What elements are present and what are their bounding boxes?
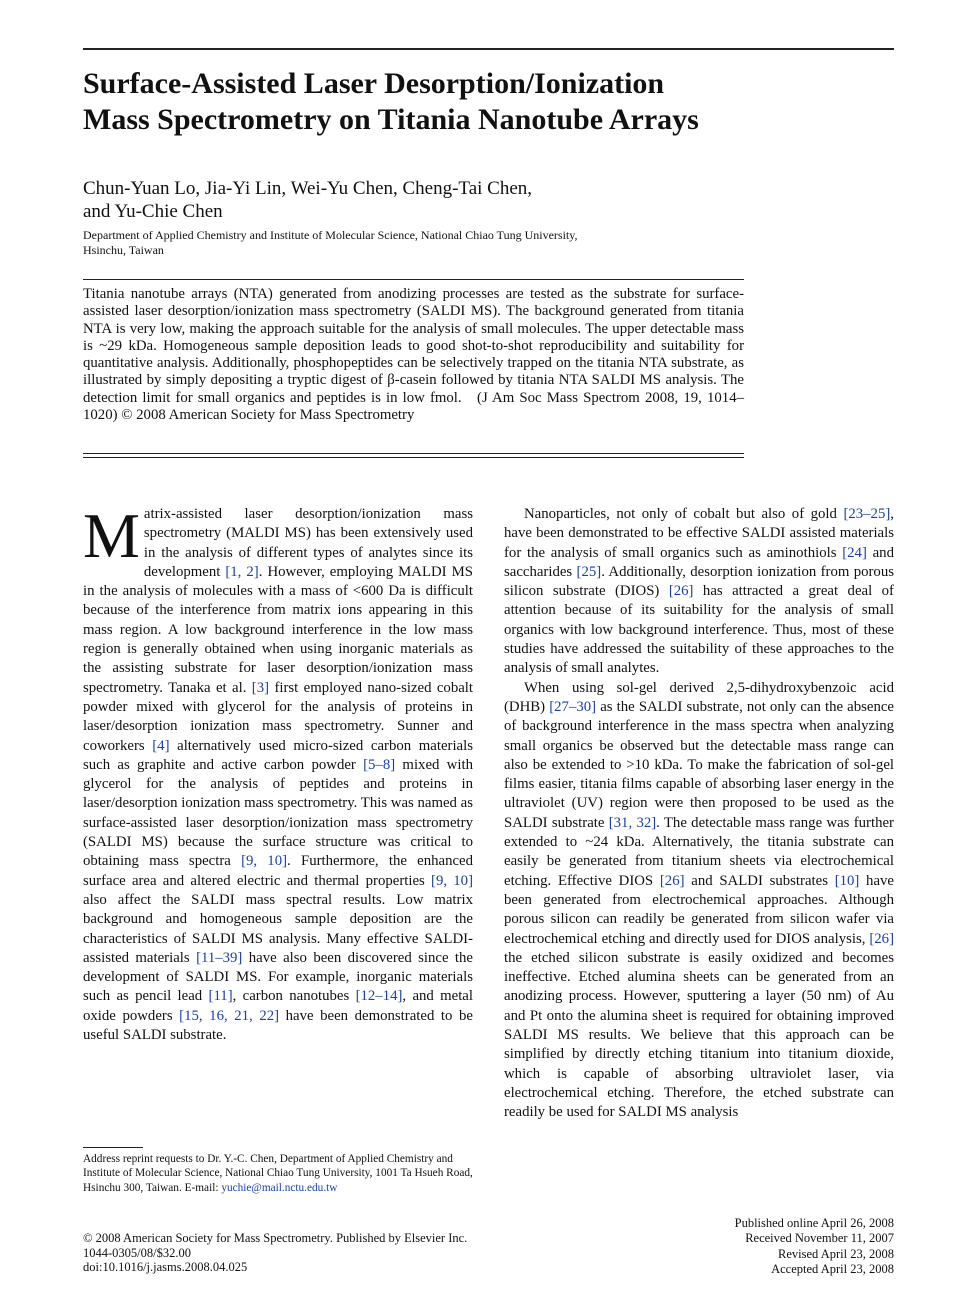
text-segment: mixed with glycerol for the analysis of peptides and proteins in laser/desorption ionization mass spectrometry. This was named as surface-assisted laser desorption/ionization mass spectrometry (SALDI MS) because the surface structure was critical to obtaining mass spectra [83,756,473,870]
reference-link[interactable]: [27–30] [549,698,597,715]
text-segment: first employed nano-sized cobalt powder mixed with glycerol for the analysis of proteins in laser/desorption ionization mass spectrometry. Sunner and coworkers [83,679,474,754]
text-segment: have been demonstrated to be useful SALDI substrate. [83,1007,473,1044]
drop-cap: M [83,500,140,571]
reference-link[interactable]: [31, 32] [608,814,657,831]
text-segment: When using sol-gel derived 2,5-dihydroxybenzoic acid (DHB) [504,679,894,715]
reference-link[interactable]: [26] [668,583,694,600]
reference-link[interactable]: [12–14] [355,988,403,1005]
text-segment: the etched silicon substrate is easily oxidized and becomes ineffective. Etched alumina sheets can be generated from an anodizing process. However, sputtering a layer (50 nm) of Au and Pt onto the alumina sheet is required for obtaining improved SALDI MS results. We believe that this approach can be simplified by directly etching titanium into titanium dioxide, which is capable of absorbing ultraviolet laser, via electrochemical etching. Therefore, the etched substrate can readily be used for SALDI MS analysis [504,949,894,1121]
authors-line-2: and Yu-Chie Chen [83,201,223,222]
author-list [83,177,783,223]
affiliation-line-1: Department of Applied Chemistry and Institute of Molecular Science, National Chiao Tung University, [83,228,578,242]
reference-link[interactable]: [1, 2] [225,563,259,580]
text-segment: have also been discovered since the development of SALDI MS. For example, inorganic materials such as pencil lead [83,949,474,1005]
reference-link[interactable]: [9, 10] [241,853,288,870]
reference-link[interactable]: [4] [152,737,170,754]
abstract-bottom-rule-1 [83,453,744,454]
text-segment: also affect the SALDI mass spectral results. Low matrix background and homogeneous sample deposition are the characteristics of SALDI MS analysis. Many effective SALDI-assisted materials [83,891,473,966]
text-segment: Nanoparticles, not only of cobalt but also of gold [524,506,844,522]
reference-link[interactable]: [3] [251,679,270,696]
revised-date: Revised April 23, 2008 [778,1246,894,1261]
reference-link[interactable]: [10] [834,872,860,889]
text-segment: and SALDI substrates [684,872,835,889]
footnote-rule [83,1147,143,1148]
copyright-line: © 2008 American Society for Mass Spectrometry. Published by Elsevier Inc. [83,1231,468,1245]
reference-link[interactable]: [15, 16, 21, 22] [179,1007,280,1024]
correspondence-footnote [83,1152,475,1195]
publisher-info [83,1231,583,1275]
affiliation [83,228,743,258]
publication-dates [634,1216,894,1277]
paragraph-intro [83,500,474,1045]
beta-symbol: β [387,372,395,389]
journal-citation: (J Am Soc Mass Spectrom 2008, 19, 1014–1020) © 2008 American Society for Mass Spectrometry [83,389,744,424]
paragraph-nanoparticles [504,505,894,679]
abstract-text-1: Titania nanotube arrays (NTA) generated from anodizing processes are tested as the substrate for surface-assisted laser desorption/ionization mass spectrometry (SALDI MS). The background generated from titania NTA is very low, making the approach suitable for the analysis of small molecules. The upper detectable mass is ~29 kDa. Homogeneous sample deposition leads to good shot-to-shot reproducibility and suitability for quantitative analysis. Additionally, phosphopeptides can be selectively trapped on the titania NTA substrate, as illustrated by simply depositing a tryptic digest of [83,286,744,389]
text-segment: has attracted a great deal of attention because of its suitability for the analysis of small organics with low background interference. Thus, most of these studies have addressed the suitability of these approaches to the analysis of small analytes. [504,583,894,677]
published-date: Published online April 26, 2008 [734,1216,894,1230]
text-segment: alternatively used micro-sized carbon materials such as graphite and active carbon powder [83,737,473,773]
abstract-bottom-rule-2 [83,457,744,458]
text-segment: , carbon nanotubes [232,988,356,1005]
abstract [83,286,744,424]
reference-link[interactable]: [26] [659,872,685,889]
email-link[interactable]: yuchie@mail.nctu.edu.tw [221,1181,338,1194]
accepted-date: Accepted April 23, 2008 [771,1261,894,1276]
text-segment: . Additionally, desorption ionization from porous silicon substrate (DIOS) [504,563,894,600]
text-segment: have been generated from electrochemical approaches. Although porous silicon can readily be generated from silicon wafer via electrochemical etching and directly used for DIOS analysis, [504,872,894,947]
issn-line: 1044-0305/08/$32.00 [83,1245,191,1260]
reference-link[interactable]: [11–39] [196,949,243,966]
received-date: Received November 11, 2007 [745,1231,894,1246]
text-segment: as the SALDI substrate, not only can the absence of background interference in the mass spectra when analyzing small organics be observed but the detectable mass range can also be extended to >10 kDa. To make the fabrication of sol-gel films easier, titania films capable of absorbing laser energy in the ultraviolet (UV) region were then proposed to be used as the SALDI substrate [504,698,895,831]
doi-line: doi:10.1016/j.jasms.2008.04.025 [83,1260,248,1274]
reference-link[interactable]: [23–25] [843,506,891,522]
body-column-right [504,505,894,1123]
text-segment: . The detectable mass range was further extended to ~24 kDa. Alternatively, the titania substrate can easily be generated from titanium sheets via electrochemical etching. Effective DIOS [504,814,894,889]
abstract-text-2: -casein followed by titania NTA SALDI MS analysis. The detection limit for small organics and peptides is in low fmol. [83,372,744,406]
title-line-1: Surface-Assisted Laser Desorption/Ionization [83,67,665,100]
top-rule [83,48,894,50]
affiliation-line-2: Hsinchu, Taiwan [83,243,164,257]
reference-link[interactable]: [5–8] [363,756,396,773]
authors-line-1: Chun-Yuan Lo, Jia-Yi Lin, Wei-Yu Chen, Cheng-Tai Chen, [83,178,533,199]
reference-link[interactable]: [24] [842,544,867,561]
text-segment: , have been demonstrated to be effective SALDI assisted materials for the analysis of small organics such as aminothiols [504,506,894,561]
body-column-left [83,500,474,1045]
reference-link[interactable]: [11] [208,988,233,1005]
text-segment: atrix-assisted laser desorption/ionization mass spectrometry (MALDI MS) has been extensively used in the analysis of different types of analytes since its development [143,506,473,580]
reference-link[interactable]: [9, 10] [431,872,473,889]
title-line-2: Mass Spectrometry on Titania Nanotube Arrays [83,103,699,136]
text-segment: . However, employing MALDI MS in the analysis of molecules with a mass of <600 Da is difficult because of the interference from matrix ions appearing in this mass region. A low background interference in the low mass region is generally obtained when using inorganic materials as the assisting substrate for laser desorption/ionization mass spectrometry. Tanaka et al. [83,563,473,696]
paragraph-sol-gel [504,679,894,1123]
abstract-top-rule [83,279,744,280]
reference-link[interactable]: [25] [576,563,602,580]
text-segment: and saccharides [504,544,894,580]
footnote-text: Address reprint requests to Dr. Y.-C. Chen, Department of Applied Chemistry and Institute of Molecular Science, National Chiao Tung University, 1001 Ta Hsueh Road, Hsinchu 300, Taiwan. E-mail: [83,1153,473,1194]
text-segment: , and metal oxide powders [83,988,473,1024]
text-segment: . Furthermore, the enhanced surface area and altered electric and thermal properties [83,853,474,889]
reference-link[interactable]: [26] [869,930,894,947]
article-title [83,66,894,138]
